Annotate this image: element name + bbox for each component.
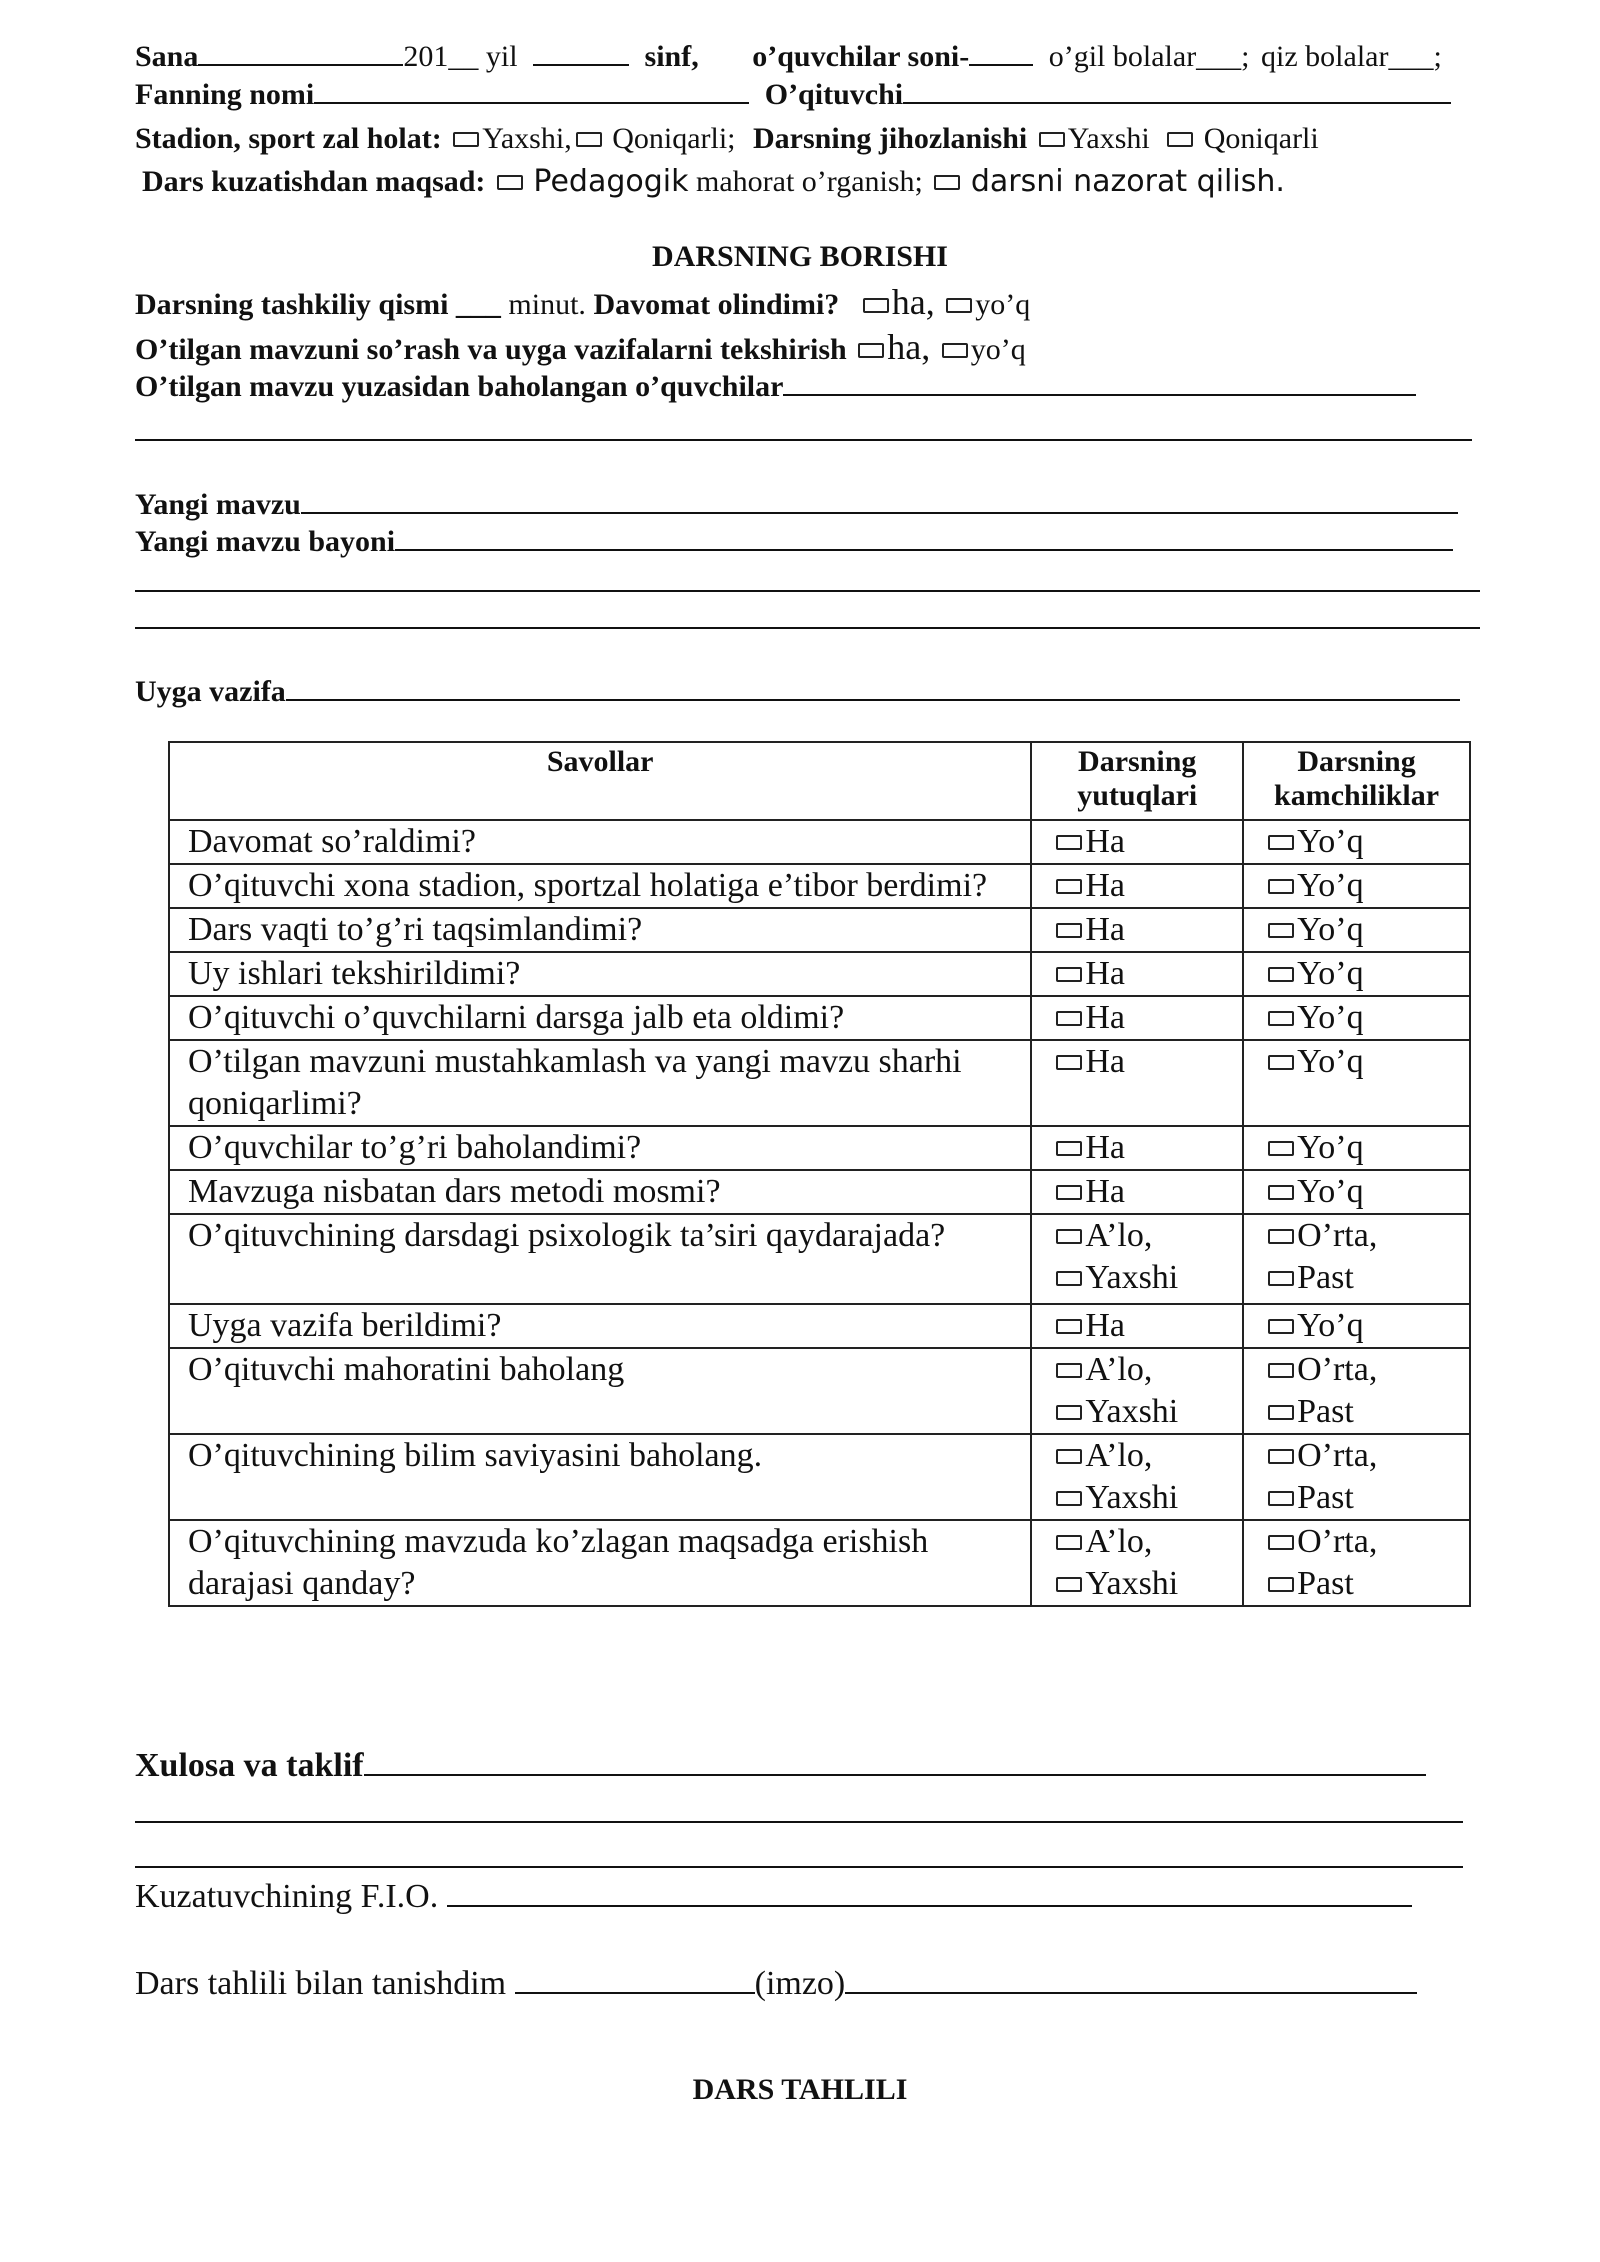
- option-item: [1052, 1127, 1232, 1169]
- yutuq-cell: [1031, 1348, 1243, 1434]
- davomat-label: Davomat olindimi?: [593, 288, 840, 321]
- option-item: [1264, 997, 1459, 1039]
- table-row: [169, 1434, 1470, 1520]
- students-label: o’quvchilar soni-: [752, 40, 970, 73]
- otilgan-ha-checkbox[interactable]: [858, 343, 884, 358]
- stadion-label: Stadion, sport zal holat:: [135, 122, 442, 155]
- kamchilik-cell: [1243, 1434, 1470, 1520]
- option-checkbox[interactable]: [1056, 1319, 1082, 1334]
- option-checkbox[interactable]: [1268, 1577, 1294, 1592]
- yaxshi-checkbox[interactable]: [453, 132, 479, 147]
- option-item: [1052, 1171, 1232, 1213]
- option-label: Yo’q: [1297, 1307, 1364, 1344]
- option-checkbox[interactable]: [1268, 1319, 1294, 1334]
- sana-field[interactable]: [198, 38, 403, 66]
- option-label: Yo’q: [1297, 1129, 1364, 1166]
- option-label: Past: [1297, 1479, 1354, 1516]
- option-checkbox[interactable]: [1056, 1577, 1082, 1592]
- option-item: [1264, 1041, 1459, 1083]
- table-row: [169, 1520, 1470, 1606]
- kamchilik-cell: [1243, 952, 1470, 996]
- uyga-label: Uyga vazifa: [135, 675, 286, 708]
- kuzatuvchi-field[interactable]: [447, 1875, 1412, 1907]
- yutuq-cell: [1031, 864, 1243, 908]
- jihoz-qoniqarli-checkbox[interactable]: [1167, 132, 1193, 147]
- tashkiliy-row: [135, 284, 1030, 323]
- kamchilik-cell: [1243, 1170, 1470, 1214]
- baholangan-row: [135, 368, 1416, 405]
- option-item: [1052, 1477, 1232, 1519]
- question-text: Uyga vazifa berildimi?: [169, 1304, 1031, 1348]
- baholangan-line-2[interactable]: [135, 439, 1472, 441]
- option-label: A’lo,: [1085, 1351, 1153, 1388]
- option-label: Yo’q: [1297, 823, 1364, 860]
- option-checkbox[interactable]: [1056, 1405, 1082, 1420]
- option-item: [1264, 821, 1459, 863]
- qoniqarli-checkbox[interactable]: [576, 132, 602, 147]
- option-label: Yaxshi: [1085, 1479, 1179, 1516]
- davomat-yoq-label: yo’q: [975, 288, 1031, 321]
- option-label: Ha: [1085, 1173, 1125, 1210]
- option-item: [1264, 1305, 1459, 1347]
- option-label: O’rta,: [1297, 1523, 1378, 1560]
- question-text: O’qituvchi mahoratini baholang: [169, 1348, 1031, 1434]
- yangi-label: Yangi mavzu: [135, 488, 301, 521]
- jihoz-yaxshi-label: Yaxshi: [1067, 122, 1150, 155]
- fan-label: Fanning nomi: [135, 78, 315, 111]
- option-item: [1264, 953, 1459, 995]
- header-row-maqsad: [142, 164, 1285, 200]
- option-item: [1052, 1041, 1232, 1083]
- uyga-field[interactable]: [286, 673, 1460, 701]
- option-checkbox[interactable]: [1268, 1535, 1294, 1550]
- dars-tahlili-title: DARS TAHLILI: [692, 2073, 908, 2106]
- option-checkbox[interactable]: [1056, 1055, 1082, 1070]
- option-checkbox[interactable]: [1268, 1491, 1294, 1506]
- option-checkbox[interactable]: [1268, 1141, 1294, 1156]
- jihoz-qoniqarli-label: Qoniqarli: [1203, 122, 1319, 155]
- option-label: Yo’q: [1297, 1173, 1364, 1210]
- question-text: Mavzuga nisbatan dars metodi mosmi?: [169, 1170, 1031, 1214]
- option-checkbox[interactable]: [1056, 1363, 1082, 1378]
- col-header-kamchiliklar: Darsning kamchiliklar: [1243, 742, 1470, 820]
- pedagogik-label: Pedagogik: [533, 164, 689, 199]
- option-label: Ha: [1085, 999, 1125, 1036]
- tanishdim-field[interactable]: [515, 1962, 755, 1994]
- option-item: [1052, 1563, 1232, 1605]
- otilgan-label: O’tilgan mavzuni so’rash va uyga vazifalarni tekshirish: [135, 333, 847, 366]
- option-checkbox[interactable]: [1056, 1229, 1082, 1244]
- option-checkbox[interactable]: [1056, 879, 1082, 894]
- option-checkbox[interactable]: [1056, 1535, 1082, 1550]
- students-field[interactable]: [969, 38, 1033, 66]
- option-checkbox[interactable]: [1268, 1229, 1294, 1244]
- baholangan-label: O’tilgan mavzu yuzasidan baholangan o’quvchilar: [135, 370, 784, 403]
- option-item: [1264, 1477, 1459, 1519]
- option-checkbox[interactable]: [1056, 1491, 1082, 1506]
- option-item: [1052, 953, 1232, 995]
- pedagogik-checkbox[interactable]: [497, 175, 523, 190]
- year-label: 201__ yil: [403, 40, 518, 73]
- table-row: [169, 952, 1470, 996]
- kamchilik-cell: [1243, 1126, 1470, 1170]
- otilgan-ha-label: ha,: [887, 327, 931, 367]
- option-label: Ha: [1085, 1307, 1125, 1344]
- option-item: [1264, 1349, 1459, 1391]
- kamchilik-cell: [1243, 820, 1470, 864]
- kuzatuvchi-label: Kuzatuvchining F.I.O.: [135, 1878, 439, 1915]
- bayoni-line-3[interactable]: [135, 627, 1480, 629]
- question-text: O’quvchilar to’g’ri baholandimi?: [169, 1126, 1031, 1170]
- xulosa-label: Xulosa va taklif: [135, 1747, 364, 1784]
- table-row: [169, 1170, 1470, 1214]
- table-row: [169, 1348, 1470, 1434]
- otilgan-row: [135, 329, 1026, 368]
- nazorat-label: darsni nazorat qilish.: [970, 164, 1285, 199]
- kamchilik-cell: [1243, 1348, 1470, 1434]
- option-checkbox[interactable]: [1268, 879, 1294, 894]
- option-checkbox[interactable]: [1056, 1271, 1082, 1286]
- question-text: O’tilgan mavzuni mustahkamlash va yangi mavzu sharhi qoniqarlimi?: [169, 1040, 1031, 1126]
- yutuq-cell: [1031, 952, 1243, 996]
- yutuq-cell: [1031, 1040, 1243, 1126]
- baholangan-field[interactable]: [783, 368, 1416, 396]
- option-item: [1052, 1435, 1232, 1477]
- option-item: [1052, 865, 1232, 907]
- bayoni-field[interactable]: [395, 523, 1453, 551]
- xulosa-field[interactable]: [364, 1744, 1426, 1776]
- option-label: Ha: [1085, 1129, 1125, 1166]
- tashkiliy-label: Darsning tashkiliy qismi ___: [135, 288, 501, 321]
- col-header-yutuqlari: Darsning yutuqlari: [1031, 742, 1243, 820]
- kamchilik-cell: [1243, 1520, 1470, 1606]
- option-label: Past: [1297, 1393, 1354, 1430]
- imzo-label: (imzo): [754, 1965, 846, 2002]
- xulosa-row: [135, 1744, 1426, 1786]
- option-checkbox[interactable]: [1268, 835, 1294, 850]
- option-item: [1052, 1257, 1232, 1299]
- option-item: [1052, 997, 1232, 1039]
- yaxshi-label: Yaxshi,: [482, 122, 572, 155]
- xulosa-line-2[interactable]: [135, 1821, 1463, 1823]
- question-text: Dars vaqti to’g’ri taqsimlandimi?: [169, 908, 1031, 952]
- option-checkbox[interactable]: [1268, 967, 1294, 982]
- option-label: A’lo,: [1085, 1217, 1153, 1254]
- option-label: A’lo,: [1085, 1523, 1153, 1560]
- yutuq-cell: [1031, 1170, 1243, 1214]
- yutuq-cell: [1031, 1214, 1243, 1304]
- option-label: Yaxshi: [1085, 1393, 1179, 1430]
- option-item: [1264, 865, 1459, 907]
- minut-label: minut.: [508, 288, 586, 321]
- option-item: [1264, 1521, 1459, 1563]
- option-item: [1264, 909, 1459, 951]
- option-label: A’lo,: [1085, 1437, 1153, 1474]
- yutuq-cell: [1031, 908, 1243, 952]
- class-field[interactable]: [533, 38, 629, 66]
- option-label: Yo’q: [1297, 999, 1364, 1036]
- header-row-subject: [135, 76, 1451, 113]
- question-text: Davomat so’raldimi?: [169, 820, 1031, 864]
- question-text: O’qituvchining bilim saviyasini baholang.: [169, 1434, 1031, 1520]
- qoniqarli-label: Qoniqarli;: [612, 122, 736, 155]
- option-label: Yo’q: [1297, 1043, 1364, 1080]
- table-row: [169, 1126, 1470, 1170]
- bayoni-label: Yangi mavzu bayoni: [135, 525, 396, 558]
- maqsad-label: Dars kuzatishdan maqsad:: [142, 165, 486, 198]
- yutuq-cell: [1031, 1434, 1243, 1520]
- question-text: Uy ishlari tekshirildimi?: [169, 952, 1031, 996]
- option-item: [1264, 1563, 1459, 1605]
- kamchilik-cell: [1243, 996, 1470, 1040]
- option-item: [1264, 1391, 1459, 1433]
- teacher-field[interactable]: [903, 76, 1451, 104]
- option-checkbox[interactable]: [1268, 1011, 1294, 1026]
- option-label: O’rta,: [1297, 1217, 1378, 1254]
- table-row: [169, 820, 1470, 864]
- table-row: [169, 1304, 1470, 1348]
- option-label: O’rta,: [1297, 1351, 1378, 1388]
- option-label: Ha: [1085, 823, 1125, 860]
- option-label: Ha: [1085, 867, 1125, 904]
- yutuq-cell: [1031, 996, 1243, 1040]
- option-checkbox[interactable]: [1268, 1405, 1294, 1420]
- sinf-label: sinf,: [644, 40, 699, 73]
- option-item: [1052, 1305, 1232, 1347]
- option-item: [1052, 1521, 1232, 1563]
- option-label: O’rta,: [1297, 1437, 1378, 1474]
- option-checkbox[interactable]: [1268, 923, 1294, 938]
- option-item: [1052, 909, 1232, 951]
- question-text: O’qituvchi xona stadion, sportzal holatiga e’tibor berdimi?: [169, 864, 1031, 908]
- option-checkbox[interactable]: [1268, 1185, 1294, 1200]
- kamchilik-cell: [1243, 1214, 1470, 1304]
- section-title: DARSNING BORISHI: [652, 240, 948, 273]
- question-text: O’qituvchi o’quvchilarni darsga jalb eta oldimi?: [169, 996, 1031, 1040]
- davomat-ha-label: ha,: [891, 282, 935, 322]
- table-row: [169, 996, 1470, 1040]
- jihoz-label: Darsning jihozlanishi: [753, 122, 1028, 155]
- kamchilik-cell: [1243, 1040, 1470, 1126]
- option-item: [1264, 1127, 1459, 1169]
- tanishdim-label: Dars tahlili bilan tanishdim: [135, 1965, 507, 2002]
- yangi-row: [135, 486, 1458, 523]
- option-label: Yo’q: [1297, 911, 1364, 948]
- option-label: Past: [1297, 1565, 1354, 1602]
- otilgan-yoq-label: yo’q: [970, 333, 1026, 366]
- option-checkbox[interactable]: [1268, 1055, 1294, 1070]
- girls-label: qiz bolalar___;: [1261, 40, 1442, 73]
- davomat-yoq-checkbox[interactable]: [946, 298, 972, 313]
- uyga-row: [135, 673, 1460, 710]
- option-label: Past: [1297, 1259, 1354, 1296]
- option-item: [1052, 1215, 1232, 1257]
- teacher-label: O’qituvchi: [764, 78, 904, 111]
- kamchilik-cell: [1243, 1304, 1470, 1348]
- option-checkbox[interactable]: [1056, 1141, 1082, 1156]
- yutuq-cell: [1031, 1126, 1243, 1170]
- option-label: Ha: [1085, 955, 1125, 992]
- header-row-stadion: [135, 121, 1319, 157]
- option-label: Ha: [1085, 1043, 1125, 1080]
- option-label: Yaxshi: [1085, 1259, 1179, 1296]
- questions-table: [168, 741, 1471, 1607]
- option-checkbox[interactable]: [1056, 967, 1082, 982]
- kamchilik-cell: [1243, 908, 1470, 952]
- bayoni-row: [135, 523, 1453, 560]
- davomat-ha-checkbox[interactable]: [863, 298, 889, 313]
- question-text: O’qituvchining mavzuda ko’zlagan maqsadga erishish darajasi qanday?: [169, 1520, 1031, 1606]
- option-item: [1052, 821, 1232, 863]
- option-item: [1052, 1349, 1232, 1391]
- yutuq-cell: [1031, 1520, 1243, 1606]
- option-checkbox[interactable]: [1056, 1449, 1082, 1464]
- option-item: [1264, 1215, 1459, 1257]
- sana-label: Sana: [135, 40, 199, 73]
- option-checkbox[interactable]: [1056, 1011, 1082, 1026]
- tanishdim-row: [135, 1962, 1417, 2005]
- yutuq-cell: [1031, 820, 1243, 864]
- col-header-savollar: Savollar: [169, 742, 1031, 820]
- option-checkbox[interactable]: [1268, 1449, 1294, 1464]
- table-row: [169, 908, 1470, 952]
- question-text: O’qituvchining darsdagi psixologik ta’siri qaydarajada?: [169, 1214, 1031, 1304]
- table-row: [169, 1214, 1470, 1304]
- kamchilik-cell: [1243, 864, 1470, 908]
- table-row: [169, 864, 1470, 908]
- option-label: Yo’q: [1297, 867, 1364, 904]
- imzo-field[interactable]: [845, 1962, 1417, 1994]
- table-header-row: [169, 742, 1470, 820]
- table-row: [169, 1040, 1470, 1126]
- otilgan-yoq-checkbox[interactable]: [942, 343, 968, 358]
- option-checkbox[interactable]: [1056, 1185, 1082, 1200]
- yutuq-cell: [1031, 1304, 1243, 1348]
- option-label: Yo’q: [1297, 955, 1364, 992]
- option-item: [1264, 1435, 1459, 1477]
- nazorat-checkbox[interactable]: [934, 175, 960, 190]
- option-item: [1052, 1391, 1232, 1433]
- mahorat-label: mahorat o’rganish;: [695, 165, 923, 198]
- xulosa-line-3[interactable]: [135, 1866, 1463, 1868]
- fan-field[interactable]: [314, 76, 749, 104]
- kuzatuvchi-row: [135, 1875, 1412, 1918]
- option-checkbox[interactable]: [1268, 1363, 1294, 1378]
- bayoni-line-2[interactable]: [135, 590, 1480, 592]
- option-label: Ha: [1085, 911, 1125, 948]
- option-item: [1264, 1171, 1459, 1213]
- option-checkbox[interactable]: [1056, 923, 1082, 938]
- yangi-field[interactable]: [301, 486, 1458, 514]
- boys-label: o’gil bolalar___;: [1048, 40, 1250, 73]
- header-row-date: [135, 38, 1442, 75]
- jihoz-yaxshi-checkbox[interactable]: [1039, 132, 1065, 147]
- option-checkbox[interactable]: [1056, 835, 1082, 850]
- option-checkbox[interactable]: [1268, 1271, 1294, 1286]
- option-item: [1264, 1257, 1459, 1299]
- option-label: Yaxshi: [1085, 1565, 1179, 1602]
